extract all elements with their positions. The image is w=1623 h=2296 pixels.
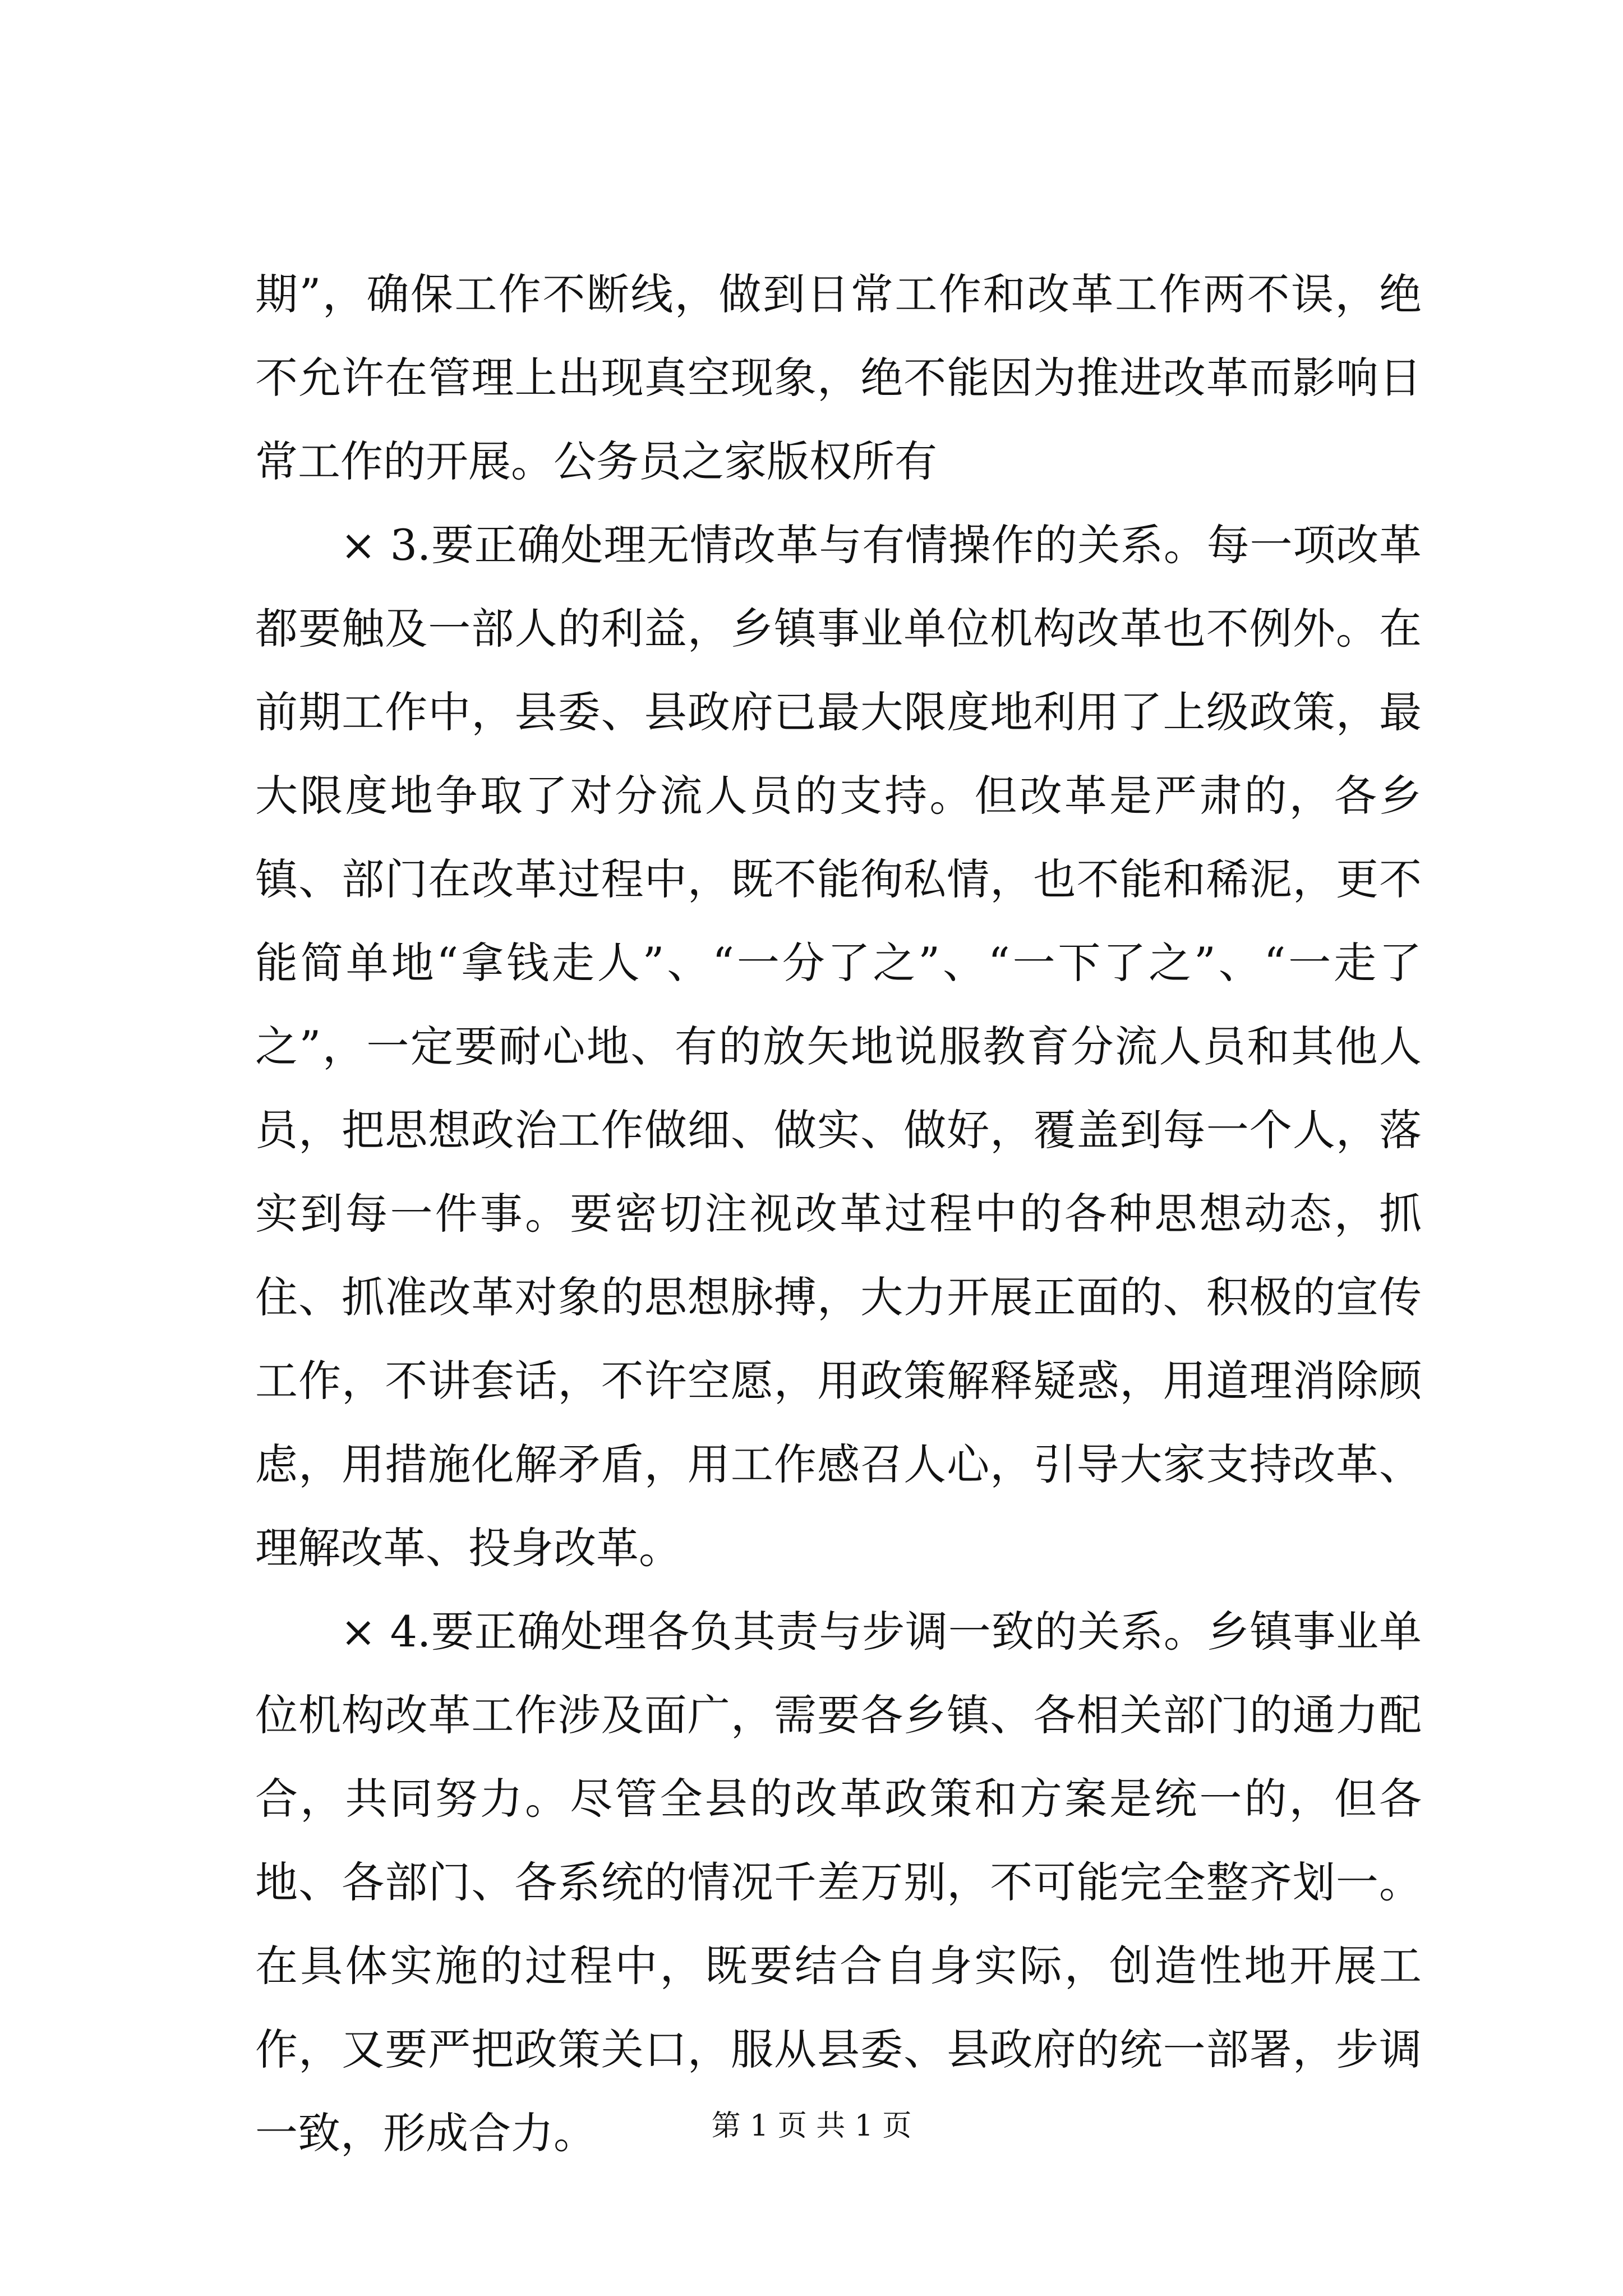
paragraph-2: × 3.要正确处理无情改革与有情操作的关系。每一项改革都要触及一部人的利益，乡镇事业单位机构改革也不例外。在前期工作中，县委、县政府已最大限度地利用了上级政策，最大限度地争取了对分流人员的支持。但改革是严肃的，各乡镇、部门在改革过程中，既不能徇私情，也不能和稀泥，更不能简单地“拿钱走人”、“一分了之”、“一下了之”、“一走了之”，一定要耐心地、有的放矢地说服教育分流人员和其他人员，把思想政治工作做细、做实、做好，覆盖到每一个人，落实到每一件事。要密切注视改革过程中的各种思想动态，抓住、抓准改革对象的思想脉搏，大力开展正面的、积极的宣传工作，不讲套话，不许空愿，用政策解释疑惑，用道理消除顾虑，用措施化解矛盾，用工作感召人心，引导大家支持改革、理解改革、投身改革。	[255, 520, 1422, 1573]
paragraph-3: × 4.要正确处理各负其责与步调一致的关系。乡镇事业单位机构改革工作涉及面广，需要各乡镇、各相关部门的通力配合，共同努力。尽管全县的改革政策和方案是统一的，但各地、各部门、各系统的情况千差万别，不可能完全整齐划一。在具体实施的过程中，既要结合自身实际，创造性地开展工作，又要严把政策关口，服从县委、县政府的统一部署，步调一致，形成合力。	[255, 1607, 1422, 2158]
document-body	[255, 252, 1422, 2175]
page-footer: 第 1 页 共 1 页	[711, 2109, 912, 2143]
paragraph-1: 期”，确保工作不断线，做到日常工作和改革工作两不误，绝不允许在管理上出现真空现象，绝不能因为推进改革而影响日常工作的开展。公务员之家版权所有	[255, 269, 1422, 486]
